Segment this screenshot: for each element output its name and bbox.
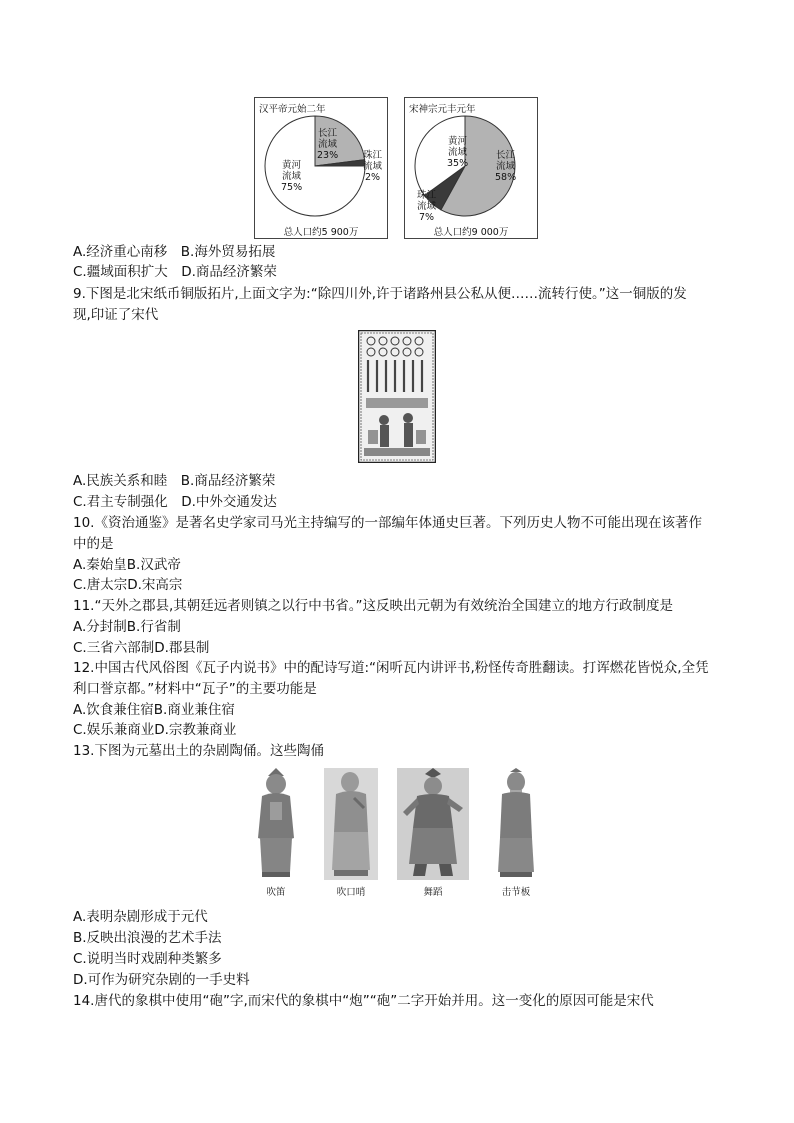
q10-stem-line1: 10.《资治通鉴》是著名史学家司马光主持编写的一部编年体通史巨著。下列历史人物不可能出现在该著作 (73, 515, 702, 531)
slice-label-huanghe: 黄河 流域 75% (281, 160, 303, 193)
q13-option-a: A.表明杂剧形成于元代 (73, 909, 208, 925)
q8-options-cd: C.疆域面积扩大 D.商品经济繁荣 (73, 264, 277, 280)
q11-options-cd: C.三省六部制D.郡县制 (73, 640, 210, 656)
q10-stem-line2: 中的是 (73, 536, 114, 552)
figurine-clapper-image (490, 768, 542, 880)
caption-flute: 吹笛 (266, 887, 286, 898)
slice-label-huanghe: 黄河 流域 35% (447, 136, 469, 169)
q10-options-ab: A.秦始皇B.汉武帝 (73, 557, 181, 573)
q13-option-c: C.说明当时戏剧种类繁多 (73, 951, 222, 967)
chart-footer: 总人口约9 000万 (433, 227, 509, 238)
figurine-whistle-image (324, 768, 378, 880)
pie-chart-song (404, 97, 538, 239)
q9-options-cd: C.君主专制强化 D.中外交通发达 (73, 494, 277, 510)
q14-stem: 14.唐代的象棋中使用“砲”字,而宋代的象棋中“炮”“砲”二字开始并用。这一变化的原因可能是宋代 (73, 993, 654, 1009)
q12-options-cd: C.娱乐兼商业D.宗教兼商业 (73, 722, 237, 738)
q9-options-ab: A.民族关系和睦 B.商品经济繁荣 (73, 473, 276, 489)
q13-stem: 13.下图为元墓出土的杂剧陶俑。这些陶俑 (73, 743, 324, 759)
chart-title: 宋神宗元丰元年 (409, 104, 476, 115)
q11-stem: 11.“天外之郡县,其朝廷远者则镇之以行中书省。”这反映出元朝为有效统治全国建立的地方行政制度是 (73, 598, 673, 614)
slice-label-zhujiang: 珠江 流域 2% (363, 150, 383, 183)
slice-label-changjiang: 长江 流域 23% (317, 128, 339, 161)
caption-whistle: 吹口哨 (336, 887, 366, 898)
q13-option-b: B.反映出浪漫的艺术手法 (73, 930, 222, 946)
slice-label-zhujiang: 珠江 流域 7% (417, 190, 437, 223)
q12-stem-line2: 利口誉京都。”材料中“瓦子”的主要功能是 (73, 681, 317, 697)
pie-chart-han (254, 97, 388, 239)
q13-option-d: D.可作为研究杂剧的一手史料 (73, 972, 250, 988)
chart-title: 汉平帝元始二年 (259, 104, 326, 115)
figurine-flute-image (246, 768, 306, 880)
q8-options-ab: A.经济重心南移 B.海外贸易拓展 (73, 244, 276, 260)
pottery-figurines-figure (246, 766, 546, 896)
caption-dance: 舞蹈 (423, 887, 443, 898)
chart-footer: 总人口约5 900万 (283, 227, 359, 238)
q10-options-cd: C.唐太宗D.宋高宗 (73, 577, 183, 593)
caption-clapper: 击节板 (501, 887, 531, 898)
q12-options-ab: A.饮食兼住宿B.商业兼住宿 (73, 702, 235, 718)
q9-stem-line1: 9.下图是北宋纸币铜版拓片,上面文字为:“除四川外,许于诸路州县公私从便……流转行使。”这一铜版的发 (73, 286, 687, 302)
q9-stem-line2: 现,印证了宋代 (73, 307, 159, 323)
q12-stem-line1: 12.中国古代风俗图《瓦子内说书》中的配诗写道:“闲听瓦内讲评书,粉怪传奇胜翻读。打诨燃花皆悦众,全凭 (73, 660, 709, 676)
paper-money-plate-image (358, 330, 436, 463)
figurine-dance-image (397, 768, 469, 880)
slice-label-changjiang: 长江 流域 58% (495, 150, 517, 183)
q11-options-ab: A.分封制B.行省制 (73, 619, 181, 635)
